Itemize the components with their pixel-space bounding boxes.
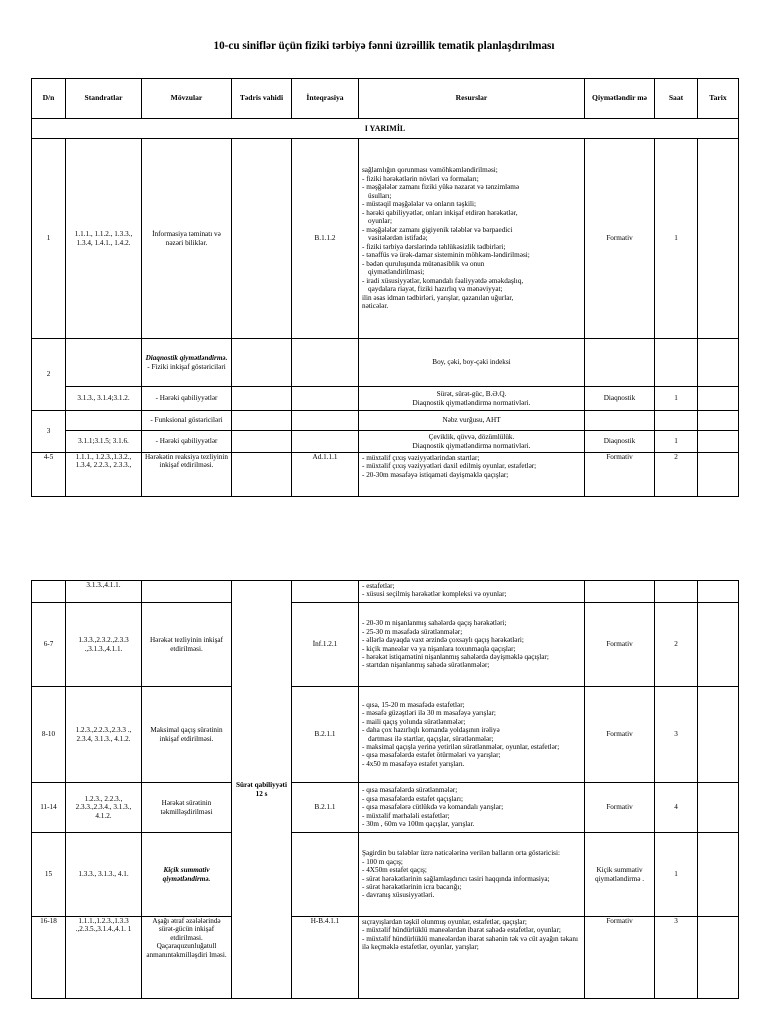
row-assessment xyxy=(585,581,655,603)
diagnostic-title: Diaqnostik qiymətləndirmə. xyxy=(145,354,228,363)
row-hours xyxy=(655,581,698,603)
resource-line: - davranış xüsusiyyətləri. xyxy=(362,891,435,900)
resource-line: - estafetlər; xyxy=(362,582,395,590)
row-integration xyxy=(292,581,359,603)
resource-line: Çeviklik, qüvvə, dözümlülük. xyxy=(428,433,515,442)
resource-line: - məşğələlər zamanı fiziki yükə nəzarət və tənzimləmə xyxy=(362,183,520,192)
table-row xyxy=(32,139,739,339)
table-row xyxy=(32,783,739,833)
resource-line: - 4x50 m məsafəyə estafet yarışları. xyxy=(362,759,465,768)
resource-line: - müstəqil məşğələlər və onların təşkili; xyxy=(362,200,476,209)
header-saat: Saat xyxy=(655,79,698,119)
row-date xyxy=(698,139,739,339)
row-number: 4-5 xyxy=(32,453,66,497)
row-number: 3 xyxy=(32,411,66,453)
row-standards: 1.3.3.,2.3.2.,2.3.3 .,3.1.3.,4.1.1. xyxy=(66,603,142,687)
row-assessment: Formativ xyxy=(585,453,655,497)
resource-line: - daha çox hazırlıqlı komanda yoldaşının irəliyə xyxy=(362,726,500,735)
resource-line: - 20-30 m nişanlanmış sahələrdə qaçış hərəkətləri; xyxy=(362,619,507,628)
resource-line: - müxtəlif hündürlüklü maneələrdən ibarət sahənin tək və cüt ayağın təkanı ilə keçməklə estafetlər, oyunlar, yarışlar; xyxy=(362,934,578,952)
row-integration xyxy=(292,833,359,917)
resource-line: - 30m , 60m və 100m qaçışlar, yarışlar. xyxy=(362,820,475,829)
resource-line: - müxtəlif mərhələli estafetlər; xyxy=(362,811,450,820)
resource-line: - əllərlə dayaqda vaxt ərzində çoxsaylı qaçış hərəkətləri; xyxy=(362,636,524,645)
row-integration: H-B.4.1.1 xyxy=(292,917,359,999)
semester-row xyxy=(32,119,739,139)
row-assessment xyxy=(585,339,655,387)
unit-hours: 12 s xyxy=(255,789,268,798)
row-standards: 1.1.1.,1.2.3.,1.3.3 .,2.3.5.,3.1.4.,4.1. 1 xyxy=(66,917,142,999)
page-title: 10-cu siniflər üçün fiziki tərbiyə fənni üzrəillik tematik planlaşdırılması xyxy=(213,40,555,52)
table-row xyxy=(32,581,739,603)
row-date xyxy=(698,603,739,687)
row-resources xyxy=(359,387,585,411)
resource-line: - startdan nişanlanmış sahədə sürətlənmələr; xyxy=(362,661,490,670)
row-hours: 1 xyxy=(655,139,698,339)
row-standards: 1.1.1., 1.1.2., 1.3.3., 1.3.4, 1.4.1., 1.4.2. xyxy=(66,139,142,339)
row-assessment: Formativ xyxy=(585,139,655,339)
row-integration: Ad.1.1.1 xyxy=(292,453,359,497)
resource-line: oyunlar; xyxy=(368,217,392,226)
resource-line: - hərəki qabiliyyətlər, onları inkişaf etdirən hərəkətlər, xyxy=(362,208,518,217)
row-resources: Boy, çəki, boy-çəki indeksi xyxy=(359,339,585,387)
resource-line: - məsafə güzəştləri ilə 30 m məsafəyə yarışlar; xyxy=(362,709,496,718)
row-integration xyxy=(292,431,359,453)
row-assessment: Diaqnostik xyxy=(585,387,655,411)
row-number: 8-10 xyxy=(32,687,66,783)
header-inteqrasiya: İnteqrasiya xyxy=(292,79,359,119)
row-integration xyxy=(292,411,359,431)
resource-line: Şagirdin bu tələblər üzrə nəticələrinə verilən balların orta göstəricisi: xyxy=(362,849,560,858)
row-topic: Kiçik summativ qiymətləndirmə. xyxy=(142,833,232,917)
row-number: 11-14 xyxy=(32,783,66,833)
resource-line: - fiziki hərəkətlərin növləri və formaları; xyxy=(362,174,479,183)
row-number xyxy=(32,581,66,603)
row-resources xyxy=(359,453,585,497)
row-resources xyxy=(359,581,585,603)
resource-line: - iradi xüsusiyyətlər, komandalı fəaliyyətdə əməkdaşlıq, xyxy=(362,276,524,285)
row-unit xyxy=(232,339,292,387)
resource-line: qaydalara riayət, fiziki hazırlıq və mənəviyyat; xyxy=(368,285,503,294)
row-date xyxy=(698,581,739,603)
resource-line: - müxtəlif hündürlüklü maneələrdən ibarət sahədə estafetlər, oyunlar; xyxy=(362,926,561,935)
row-date xyxy=(698,783,739,833)
row-topic: Hərəkətin reaksiya tezliyinin inkişaf etdirilməsi. xyxy=(142,453,232,497)
row-unit xyxy=(232,411,292,431)
resource-line: - fiziki tərbiyə dərslərində təhlükəsizlik tədbirləri; xyxy=(362,242,506,251)
table-row xyxy=(32,833,739,917)
row-assessment: Formativ xyxy=(585,917,655,999)
resource-line: - bədən quruluşunda mütənasiblik və onun xyxy=(362,259,485,268)
table-row xyxy=(32,917,739,999)
row-topic: Hərəkət tezliyinin inkişaf etdirilməsi. xyxy=(142,603,232,687)
row-integration: B.1.1.2 xyxy=(292,139,359,339)
unit-cell xyxy=(232,581,292,999)
row-hours: 4 xyxy=(655,783,698,833)
plan-table-part-1 xyxy=(31,78,739,497)
resource-line: - sürət hərəkətlərinin icra bacarığı; xyxy=(362,882,462,891)
resource-line: - hərəkət istiqamətini nişanlanmış sahələrdə dəyişməklə qaçışlar; xyxy=(362,652,549,661)
resource-line: - 100 m qaçış; xyxy=(362,857,403,866)
row-hours: 2 xyxy=(655,453,698,497)
row-date xyxy=(698,411,739,431)
diagnostic-subtitle: - Fiziki inkişaf göstəriciləri xyxy=(147,362,226,371)
resource-line: - 4X50m estafet qaçış; xyxy=(362,866,427,875)
row-hours: 2 xyxy=(655,603,698,687)
row-resources xyxy=(359,603,585,687)
row-integration: İnf.1.2.1 xyxy=(292,603,359,687)
row-hours: 1 xyxy=(655,431,698,453)
table-row xyxy=(32,339,739,387)
row-number: 15 xyxy=(32,833,66,917)
row-standards: 1.1.1., 1.2.3.,1.3.2., 1.3.4, 2.2.3., 2.3.3., xyxy=(66,453,142,497)
row-unit xyxy=(232,139,292,339)
row-topic: - Hərəki qabiliyyətlər xyxy=(142,431,232,453)
table-row xyxy=(32,387,739,411)
header-dn: D/n xyxy=(32,79,66,119)
row-resources xyxy=(359,917,585,999)
resource-line: - sürət hərəkətlərinin sağlamlaşdırıcı təsiri haqqında informasiya; xyxy=(362,874,550,883)
row-resources xyxy=(359,783,585,833)
resource-line: Diaqnostik qiymətləndirmə normativləri. xyxy=(412,398,531,407)
row-standards: 3.1.3.,4.1.1. xyxy=(66,581,142,603)
row-standards: 1.2.3.,2.2.3.,2.3.3 ., 2.3.4, 3.1.3., 4.1.2. xyxy=(66,687,142,783)
row-topic: Maksimal qaçış sürətinin inkişaf etdirilməsi. xyxy=(142,687,232,783)
row-date xyxy=(698,917,739,999)
resource-line: ilin əsas idman tədbirləri, yarışlar, qazanılan uğurlar, xyxy=(362,293,514,302)
row-unit xyxy=(232,431,292,453)
row-assessment: Diaqnostik xyxy=(585,431,655,453)
row-assessment: Formativ xyxy=(585,603,655,687)
row-resources xyxy=(359,139,585,339)
row-assessment xyxy=(585,411,655,431)
header-resurslar: Resurslar xyxy=(359,79,585,119)
row-date xyxy=(698,431,739,453)
row-hours xyxy=(655,339,698,387)
header-tarix: Tarix xyxy=(698,79,739,119)
row-date xyxy=(698,453,739,497)
row-standards: 3.1.1;3.1.5; 3.1.6. xyxy=(66,431,142,453)
resource-line: dartması ilə startlar, qaçışlar, sürətlənmələr; xyxy=(368,734,494,743)
resource-line: qiymətləndirilməsi; xyxy=(368,268,425,277)
resource-line: - qısa məsafələrdə estafet qaçışları; xyxy=(362,794,463,803)
row-topic: Hərəkət sürətinin təkmilləşdirilməsi xyxy=(142,783,232,833)
row-resources xyxy=(359,431,585,453)
row-hours: 3 xyxy=(655,687,698,783)
resource-line: - məşğələlər zamanı gigiyenik tələblər və bərpaedici xyxy=(362,225,513,234)
unit-name: Sürət qabiliyyəti xyxy=(236,781,287,790)
resource-line: Sürət, sürət-güc, B.Ə.Q. xyxy=(436,390,507,399)
row-assessment: Kiçik summativ qiymətləndirmə . xyxy=(585,833,655,917)
table-row xyxy=(32,453,739,497)
row-standards: 1.3.3., 3.1.3., 4.1. xyxy=(66,833,142,917)
row-standards: 1.2.3., 2.2.3., 2.3.3.,2.3.4., 3.1.3., 4.1.2. xyxy=(66,783,142,833)
resource-line: sağlamlığın qorunması vəmöhkəmləndirilməsi; xyxy=(362,166,498,175)
row-resources xyxy=(359,687,585,783)
plan-table-part-2 xyxy=(31,580,739,999)
row-resources: Nəbz vurğusu, AHT xyxy=(359,411,585,431)
resource-line: - maili qaçış yolunda sürətlənmələr; xyxy=(362,717,466,726)
row-date xyxy=(698,687,739,783)
resource-line: üsulları; xyxy=(368,191,392,200)
row-topic: İnformasiya təminatı və nəzəri biliklər. xyxy=(142,139,232,339)
row-date xyxy=(698,339,739,387)
resource-line: - qısa məsafələrdə sürətlənmələr; xyxy=(362,786,458,795)
resource-line: Diaqnostik qiymətləndirmə normativləri. xyxy=(412,441,531,450)
row-integration xyxy=(292,339,359,387)
row-resources xyxy=(359,833,585,917)
row-standards: 3.1.3., 3.1.4;3.1.2. xyxy=(66,387,142,411)
resource-line: - 25-30 m məsafədə sürətlənmələr; xyxy=(362,627,463,636)
header-movzular: Mövzular xyxy=(142,79,232,119)
resource-line: - qısa, 15-20 m məsafədə estafetlər; xyxy=(362,700,465,709)
row-unit xyxy=(232,387,292,411)
row-topic xyxy=(142,339,232,387)
row-hours: 1 xyxy=(655,833,698,917)
row-topic: - Hərəki qabiliyyətlər xyxy=(142,387,232,411)
row-hours: 1 xyxy=(655,387,698,411)
resource-line: sıçrayışlardan təşkil olunmuş oyunlar, estafetlər, qaçışlar; xyxy=(362,918,527,926)
row-assessment: Formativ xyxy=(585,783,655,833)
row-hours xyxy=(655,411,698,431)
table-row xyxy=(32,603,739,687)
resource-line: - müxtəlif çıxış vəziyyətlərindən startlar; xyxy=(362,454,480,462)
row-assessment: Formativ xyxy=(585,687,655,783)
resource-line: - maksimal qaçışla yerinə yetirilən sürətlənmələr, oyunlar, estafetlər; xyxy=(362,742,560,751)
row-integration xyxy=(292,387,359,411)
row-topic: - Funksional göstəriciləri xyxy=(142,411,232,431)
row-integration: B.2.1.1 xyxy=(292,783,359,833)
resource-line: - 20-30m məsafəyə istiqaməti dəyişməklə qaçışlar; xyxy=(362,470,509,479)
row-number: 16-18 xyxy=(32,917,66,999)
resource-line: - qısa məsafələrə cütlükdə və komandalı yarışlar; xyxy=(362,803,504,812)
resource-line: - müxtəlif çıxış vəziyyətləri daxil edilmiş oyunlar, estafetlər; xyxy=(362,462,537,471)
row-date xyxy=(698,833,739,917)
header-standartlar: Standratlar xyxy=(66,79,142,119)
row-standards xyxy=(66,339,142,387)
row-number: 2 xyxy=(32,339,66,411)
row-integration: B.2.1.1 xyxy=(292,687,359,783)
table-row xyxy=(32,431,739,453)
resource-line: nəticələr. xyxy=(362,302,389,311)
resource-line: - qısa məsafələrdə estafet ötürmələri və yarışlar; xyxy=(362,751,501,760)
row-topic xyxy=(142,581,232,603)
resource-line: vasitələrdən istifadə; xyxy=(368,234,428,243)
resource-line: - tənəffüs və ürək-damar sisteminin möhkəm-ləndirilməsi; xyxy=(362,251,530,260)
row-hours: 3 xyxy=(655,917,698,999)
row-unit xyxy=(232,453,292,497)
header-tedris-vahidi: Tədris vahidi xyxy=(232,79,292,119)
table-row xyxy=(32,687,739,783)
semester-label: I YARIMİL xyxy=(32,119,739,139)
header-qiymetlendirme: Qiymətləndir mə xyxy=(585,79,655,119)
resource-line: - xüsusi seçilmiş hərəkətlər kompleksi və oyunlar; xyxy=(362,590,507,599)
row-number: 6-7 xyxy=(32,603,66,687)
row-topic: Aşağı ətraf əzələlərində sürət-gücün inkişaf etdirilməsi. Qaçaraquzunluğatull anmanıntəkmilləşdiri lməsi. xyxy=(142,917,232,999)
row-date xyxy=(698,387,739,411)
row-standards xyxy=(66,411,142,431)
header-row xyxy=(32,79,739,119)
table-row xyxy=(32,411,739,431)
row-number: 1 xyxy=(32,139,66,339)
resource-line: - kiçik maneələr və ya nişanlara toxunmaqla qaçışlar; xyxy=(362,644,516,653)
